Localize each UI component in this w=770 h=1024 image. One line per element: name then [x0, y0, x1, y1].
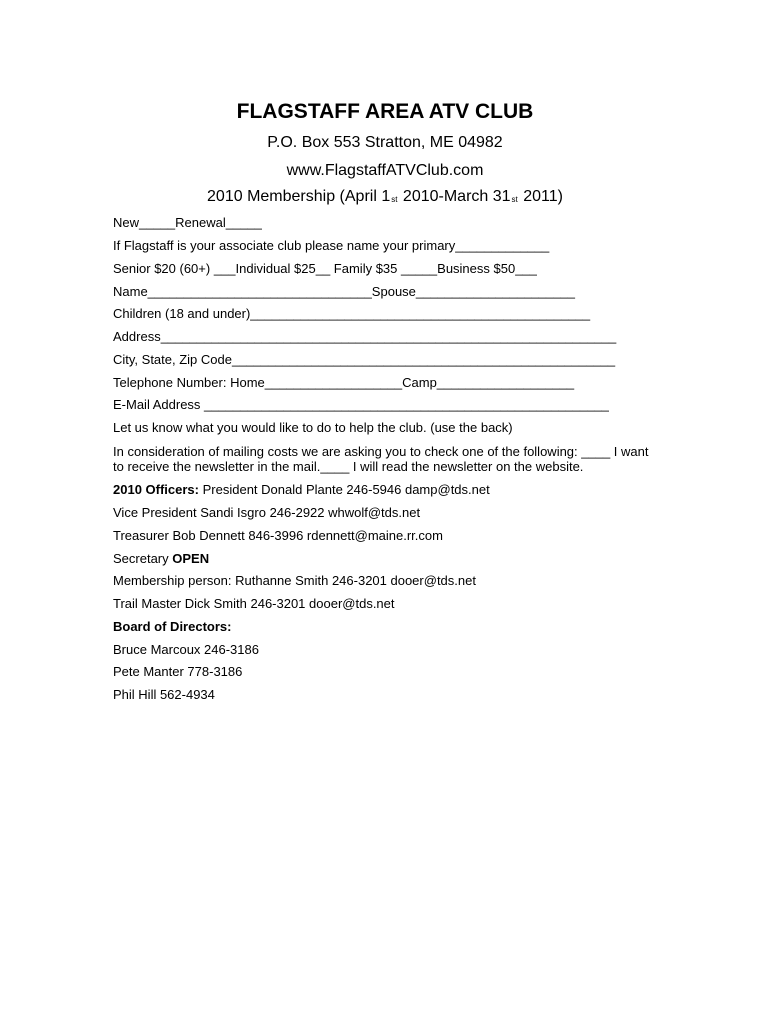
- associate-club-line: If Flagstaff is your associate club please name your primary_____________: [113, 238, 550, 253]
- membership-rates-line: Senior $20 (60+) ___Individual $25__ Family $35 _____Business $50___: [113, 261, 537, 276]
- club-title: FLAGSTAFF AREA ATV CLUB: [236, 100, 534, 123]
- board-member: Bruce Marcoux 246-3186: [113, 642, 259, 657]
- officers-heading: 2010 Officers:: [113, 482, 199, 497]
- city-state-zip-line: City, State, Zip Code_____________________________________________________: [113, 352, 616, 367]
- membership-person-line: Membership person: Ruthanne Smith 246-3201 dooer@tds.net: [113, 573, 476, 588]
- membership-prefix: 2010 Membership (April 1: [207, 188, 391, 205]
- name-spouse-line: Name_______________________________Spouse______________________: [113, 284, 575, 299]
- board-member: Phil Hill 562-4934: [113, 687, 215, 702]
- club-address: P.O. Box 553 Stratton, ME 04982: [267, 134, 503, 151]
- secretary-status: OPEN: [172, 551, 210, 566]
- newsletter-preference-text: In consideration of mailing costs we are asking you to check one of the following: ____ I want to receive the newsletter in the mail.____ I will read the newsletter on the website.: [113, 444, 649, 474]
- board-heading: [113, 619, 231, 634]
- telephone-line: Telephone Number: Home___________________Camp___________________: [113, 375, 575, 390]
- club-website: www.FlagstaffATVClub.com: [286, 162, 484, 179]
- board-member: Pete Manter 778-3186: [113, 664, 243, 679]
- treasurer-line: Treasurer Bob Dennett 846-3996 rdennett@maine.rr.com: [113, 528, 443, 543]
- email-line: E-Mail Address ________________________________________________________: [113, 397, 609, 412]
- membership-middle: 2010-March 31: [398, 188, 511, 205]
- president-info: President Donald Plante 246-5946 damp@tds.net: [199, 482, 490, 497]
- officers-president-line: [113, 482, 490, 497]
- help-club-line: Let us know what you would like to do to help the club. (use the back): [113, 420, 513, 435]
- secretary-label: Secretary: [113, 551, 173, 566]
- secretary-line: [113, 551, 209, 566]
- trail-master-line: Trail Master Dick Smith 246-3201 dooer@tds.net: [113, 596, 395, 611]
- board-heading-text: Board of Directors:: [113, 619, 232, 634]
- membership-period: [0, 188, 770, 206]
- address-line: Address_______________________________________________________________: [113, 329, 617, 344]
- ordinal-suffix: st: [391, 195, 398, 204]
- vice-president-line: Vice President Sandi Isgro 246-2922 whwolf@tds.net: [113, 505, 421, 520]
- membership-suffix: 2011): [518, 188, 563, 205]
- ordinal-suffix: st: [511, 195, 518, 204]
- children-line: Children (18 and under)_______________________________________________: [113, 306, 591, 321]
- new-renewal-line: New_____Renewal_____: [113, 215, 262, 230]
